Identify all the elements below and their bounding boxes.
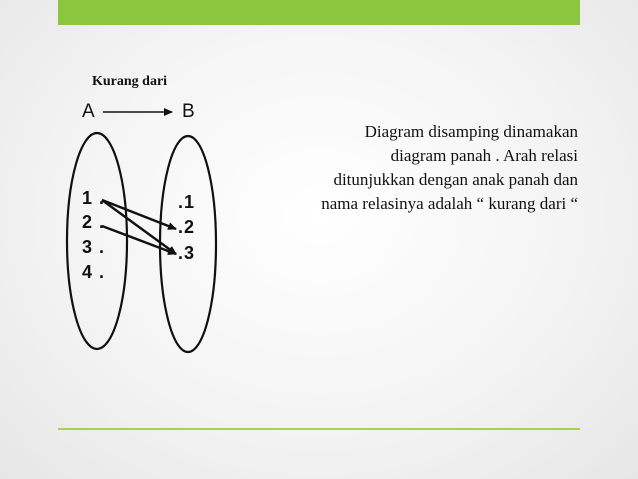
set-a-element-4: 4 .	[82, 262, 106, 282]
relation-arrow-1-to-3	[102, 200, 176, 254]
set-a-label: A	[82, 101, 95, 122]
diagram-title: Kurang dari	[92, 74, 168, 89]
description-text	[248, 120, 578, 216]
set-a-element-2: 2 .	[82, 212, 106, 232]
description-line: nama relasinya adalah “ kurang dari “	[321, 194, 578, 213]
description-line: diagram panah . Arah relasi	[390, 146, 578, 165]
set-a-element-1: 1 .	[82, 188, 106, 208]
set-a-element-3: 3 .	[82, 237, 106, 257]
relation-arrow-2-to-3	[102, 226, 176, 254]
bottom-divider	[58, 428, 580, 430]
set-b-element-3: .3	[178, 243, 196, 263]
description-line: ditunjukkan dengan anak panah dan	[333, 170, 578, 189]
set-b-element-1: .1	[178, 192, 196, 212]
relation-arrow-1-to-2	[102, 200, 176, 229]
set-b-element-2: .2	[178, 217, 196, 237]
description-line: Diagram disamping dinamakan	[364, 122, 578, 141]
set-b-label: B	[182, 101, 195, 122]
